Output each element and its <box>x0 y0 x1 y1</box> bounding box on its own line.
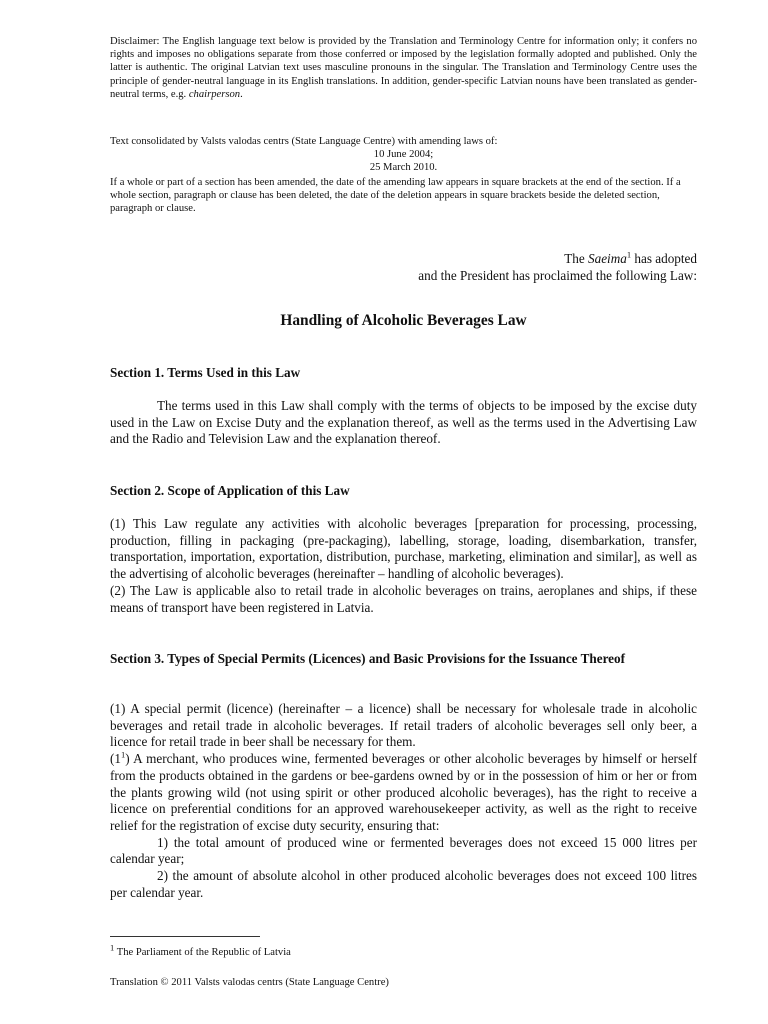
section-3-heading: Section 3. Types of Special Permits (Licences) and Basic Provisions for the Issuance Thereof <box>110 651 626 666</box>
paragraph: $(1^1)$ A merchant, who produces wine, fermented beverages or other alcoholic beverages by himself or herself from the products obtained in the gardens or bee-gardens owned by or in the possession of him or her or from the plants growing wild (not using spirit or other produced alcoholic beverages), has the right to receive a licence on preferential conditions for an approved warehousekeeper activity, as well as the right to receive relief for the registration of excise duty security, ensuring that: <box>110 749 697 833</box>
page-footer: Translation © 2011 Valsts valodas centrs (State Language Centre) <box>110 977 389 988</box>
amendment-note: If a whole or part of a section has been amended, the date of the amending law appears in square brackets at the end of the section. If a whole section, paragraph or clause has been deleted, the date of the deletion appears in square brackets beside the deleted section, paragraph or clause. <box>110 177 681 215</box>
disclaimer-label: Disclaimer: <box>110 36 160 47</box>
disclaimer: Disclaimer: The English language text below is provided by the Translation and Terminology Centre for information only; it confers no rights and imposes no obligations separate from those conferred or imposed by the legislation formally adopted and published. Only the latter is authentic. The original Latvian text uses masculine pronouns in the singular. The Translation and Terminology Centre uses the principle of gender-neutral language in its English translations. In addition, gender-specific Latvian nouns have been translated as gender-neutral terms, e.g. chairperson. <box>110 36 697 100</box>
section-1-body: The terms used in this Law shall comply with the terms of objects to be imposed by the excise duty used in the Law on Excise Duty and the explanation thereof, as well as the terms used in the Advertising Law and the Radio and Television Law and the explanation thereof. <box>110 398 697 447</box>
disclaimer-example: chairperson <box>188 88 241 100</box>
consolidation-text: Text consolidated by Valsts valodas centrs (State Language Centre) with amending laws of: <box>110 136 498 147</box>
amending-date: 25 March 2010. <box>369 162 438 174</box>
list-item: 1) the total amount of produced wine or fermented beverages does not exceed 15 000 litres per calendar year; <box>110 834 697 867</box>
section-1-heading: Section 1. Terms Used in this Law <box>110 365 301 380</box>
saeima-term: Saeima <box>588 251 627 266</box>
preamble: The Saeima$^1$ has adopted and the President has proclaimed the following Law: <box>418 249 697 283</box>
amending-date: 10 June 2004; <box>373 149 434 160</box>
paragraph: (2) The Law is applicable also to retail trade in alcoholic beverages on trains, aeroplanes and ships, if these means of transport have been registered in Latvia. <box>110 582 697 615</box>
paragraph: (1) A special permit (licence) (hereinafter – a licence) shall be necessary for wholesale trade in alcoholic beverages and retail trade in alcoholic beverages. If retail traders of alcoholic beverages sell only beer, a licence for retail trade in beer shall be necessary for them. <box>110 701 697 750</box>
footnote-reference: 1 <box>626 249 632 260</box>
disclaimer-text: The English language text below is provided by the Translation and Terminology Centre for information only; it confers no rights and imposes no obligations separate from those conferred or imposed by the legislation formally adopted and published. Only the latter is authentic. The original Latvian text uses masculine pronouns in the singular. The Translation and Terminology Centre uses the principle of gender-neutral language in its English translations. In addition, gender-specific Latvian nouns have been translated as gender-neutral terms, e.g. <box>110 36 697 100</box>
footnote-divider <box>110 936 260 937</box>
law-title: Handling of Alcoholic Beverages Law <box>280 312 527 329</box>
section-2-heading: Section 2. Scope of Application of this Law <box>110 483 350 498</box>
section-3-body <box>110 701 697 901</box>
section-2-body <box>110 516 697 616</box>
list-item: 2) the amount of absolute alcohol in other produced alcoholic beverages does not exceed 100 litres per calendar year. <box>110 868 697 900</box>
paragraph: (1) This Law regulate any activities with alcoholic beverages [preparation for processing, processing, production, filling in packaging (pre-packaging), labelling, storage, loading, disembarkation, transfer, transportation, importation, exportation, distribution, purchase, marketing, elimination and similar], as well as the advertising of alcoholic beverages (hereinafter – handling of alcoholic beverages). <box>110 516 697 582</box>
amending-dates <box>110 148 697 174</box>
footnote: $^1$ The Parliament of the Republic of Latvia <box>110 942 291 958</box>
